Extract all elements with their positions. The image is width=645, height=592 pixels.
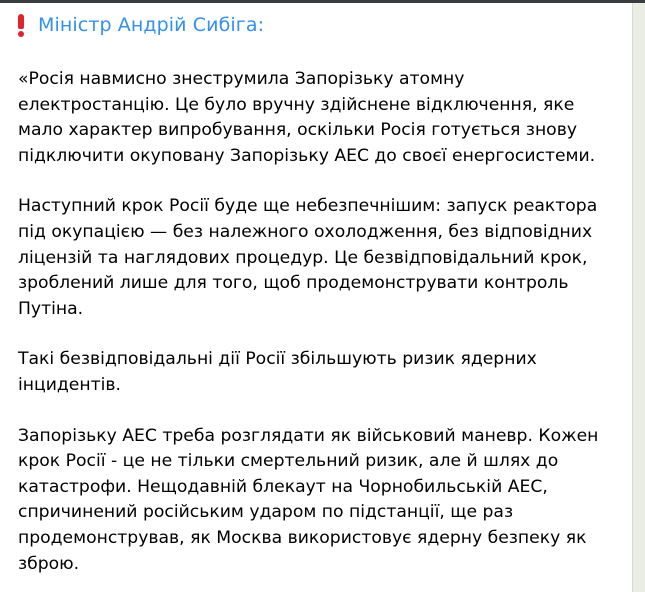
message-header	[16, 11, 264, 39]
text-line: інцидентів.	[18, 374, 121, 395]
text-line: під окупацією — без належного охолодження, без відповідних	[18, 221, 593, 242]
text-line: ліцензій та наглядових процедур. Це безвідповідальний крок,	[18, 247, 588, 268]
text-line: Наступний крок Росії буде ще небезпечнішим: запуск реактора	[18, 196, 598, 217]
message-paragraph	[18, 194, 630, 322]
message-paragraph	[18, 67, 630, 169]
text-line: катастрофи. Нещодавній блекаут на Чорнобильській АЕС,	[18, 476, 548, 497]
text-line: «Росія навмисно знеструмила Запорізьку атомну	[18, 69, 465, 89]
text-line: Запорізьку АЕС треба розглядати як військовий маневр. Кожен	[18, 425, 599, 446]
exclamation-dot	[18, 31, 24, 37]
text-line: Путіна.	[18, 298, 84, 319]
message-paragraph	[18, 424, 630, 578]
text-line: мало характер випробування, оскільки Росія готується знову	[18, 120, 577, 141]
exclamation-bar	[18, 14, 24, 29]
text-line: зроблений лише для того, щоб продемонструвати контроль	[18, 273, 569, 294]
red-exclamation-icon	[16, 13, 26, 37]
message-text	[18, 67, 630, 592]
sender-name[interactable]: Міністр Андрій Сибіга:	[38, 14, 265, 36]
text-line: спричинений російським ударом по підстанції, ще раз	[18, 502, 514, 523]
text-line: підключити окуповану Запорізьку АЕС до своєї енергосистеми.	[18, 145, 596, 166]
text-line: крок Росії - це не тільки смертельний ризик, але й шлях до	[18, 451, 559, 472]
text-line: електростанцію. Це було вручну здійснене відключення, яке	[18, 94, 575, 115]
text-line: Такі безвідповідальні дії Росії збільшують ризик ядерних	[18, 349, 537, 370]
text-line: продемонстрував, як Москва використовує ядерну безпеку як	[18, 527, 587, 548]
text-line: зброю.	[18, 553, 80, 574]
message-bubble[interactable]	[0, 3, 633, 592]
message-paragraph	[18, 347, 630, 398]
